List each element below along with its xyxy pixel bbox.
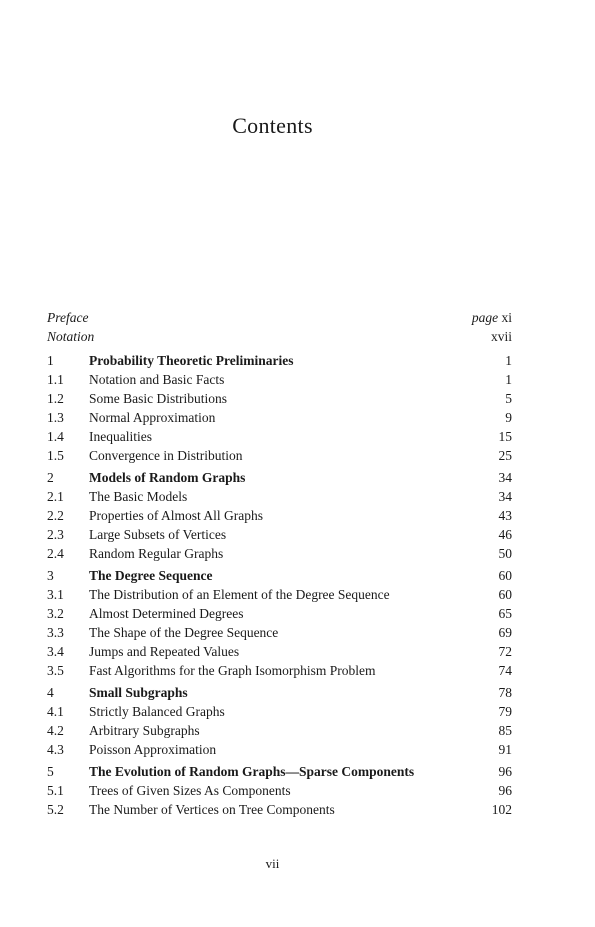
toc-section-page: 9	[505, 410, 512, 425]
toc-chapter-row[interactable]	[47, 762, 512, 781]
toc-section-row[interactable]	[47, 446, 512, 465]
toc-chapter-title: The Degree Sequence	[89, 568, 213, 583]
toc-section-page: 25	[498, 448, 512, 463]
toc-section-number: 3.2	[47, 606, 64, 621]
toc-front-matter-row[interactable]	[47, 308, 512, 327]
toc-section-title: Inequalities	[89, 429, 152, 444]
toc-section-row[interactable]	[47, 506, 512, 525]
toc-section-title: Jumps and Repeated Values	[89, 644, 240, 659]
toc-section-number: 4.1	[47, 704, 64, 719]
toc-section-number: 1.3	[47, 410, 64, 425]
toc-section-number: 4.2	[47, 723, 64, 738]
toc-chapter-row[interactable]	[47, 351, 512, 370]
toc-chapter-row[interactable]	[47, 468, 512, 487]
toc-section-page: 60	[498, 587, 512, 602]
toc-page-value: xi	[501, 310, 512, 325]
toc-section-number: 3.3	[47, 625, 64, 640]
toc-section-row[interactable]	[47, 702, 512, 721]
toc-section-page: 102	[491, 802, 512, 817]
toc-section-title: Poisson Approximation	[89, 742, 217, 757]
toc-entry-page	[491, 327, 512, 346]
toc-section-title: The Distribution of an Element of the Degree Sequence	[89, 587, 390, 602]
toc-section-page: 43	[498, 508, 512, 523]
toc-chapter-page: 78	[498, 685, 512, 700]
toc-entry-title: Preface	[47, 310, 89, 325]
toc-section-page: 74	[498, 663, 512, 678]
toc-section-title: The Shape of the Degree Sequence	[89, 625, 279, 640]
toc-section-title: Random Regular Graphs	[89, 546, 224, 561]
toc-section-page: 72	[498, 644, 512, 659]
page-number: vii	[265, 856, 280, 871]
toc-chapter-title: Small Subgraphs	[89, 685, 188, 700]
toc-section-row[interactable]	[47, 661, 512, 680]
toc-section-page: 5	[505, 391, 512, 406]
toc-section-title: Some Basic Distributions	[89, 391, 227, 406]
toc-chapter-page: 34	[498, 470, 512, 485]
toc-section-page: 65	[498, 606, 512, 621]
toc-section-number: 1.2	[47, 391, 64, 406]
toc-chapter-row[interactable]	[47, 683, 512, 702]
toc-section-row[interactable]	[47, 408, 512, 427]
toc-chapter-number: 5	[47, 764, 54, 779]
toc-section-row[interactable]	[47, 604, 512, 623]
toc-chapter-number: 2	[47, 470, 54, 485]
toc-chapter-page: 96	[498, 764, 512, 779]
toc-section-row[interactable]	[47, 781, 512, 800]
toc-section-row[interactable]	[47, 642, 512, 661]
toc-section-title: Notation and Basic Facts	[89, 372, 225, 387]
toc-section-title: The Basic Models	[89, 489, 188, 504]
toc-section-number: 2.2	[47, 508, 64, 523]
toc-section-number: 4.3	[47, 742, 64, 757]
toc-section-row[interactable]	[47, 370, 512, 389]
toc-section-number: 5.2	[47, 802, 64, 817]
toc-chapter-number: 3	[47, 568, 54, 583]
toc-section-row[interactable]	[47, 427, 512, 446]
toc-section-row[interactable]	[47, 623, 512, 642]
toc-section-number: 3.1	[47, 587, 64, 602]
toc-section-number: 2.3	[47, 527, 64, 542]
toc-section-title: Strictly Balanced Graphs	[89, 704, 225, 719]
toc-section-title: Trees of Given Sizes As Components	[89, 783, 291, 798]
toc-front-matter-row[interactable]	[47, 327, 512, 346]
toc-entry-page	[472, 308, 512, 327]
toc-section-row[interactable]	[47, 585, 512, 604]
toc-section-page: 46	[498, 527, 512, 542]
toc-section-page: 50	[498, 546, 512, 561]
toc-section-page: 96	[498, 783, 512, 798]
toc-section-page: 34	[498, 489, 512, 504]
toc-section-page: 69	[498, 625, 512, 640]
toc-chapter-title: Models of Random Graphs	[89, 470, 246, 485]
toc-section-title: Large Subsets of Vertices	[89, 527, 227, 542]
toc-page-value: xvii	[490, 329, 512, 344]
toc-section-title: Properties of Almost All Graphs	[89, 508, 263, 523]
toc-chapter-title: The Evolution of Random Graphs—Sparse Components	[89, 764, 415, 779]
toc-section-row[interactable]	[47, 544, 512, 563]
toc-section-title: Normal Approximation	[89, 410, 216, 425]
toc-chapter-number: 4	[47, 685, 54, 700]
toc-section-row[interactable]	[47, 740, 512, 759]
toc-section-number: 1.5	[47, 448, 64, 463]
toc-section-number: 1.1	[47, 372, 64, 387]
toc-entry-title: Notation	[47, 329, 95, 344]
toc-section-page: 85	[498, 723, 512, 738]
toc-section-number: 2.4	[47, 546, 64, 561]
toc-section-title: Convergence in Distribution	[89, 448, 243, 463]
toc-section-row[interactable]	[47, 389, 512, 408]
page-title: Contents	[232, 113, 313, 138]
toc-section-title: Almost Determined Degrees	[89, 606, 244, 621]
toc-chapter-page: 60	[498, 568, 512, 583]
toc-section-page: 1	[505, 372, 512, 387]
toc-section-number: 5.1	[47, 783, 64, 798]
toc-chapter-number: 1	[47, 353, 54, 368]
toc-section-number: 2.1	[47, 489, 64, 504]
toc-section-number: 3.4	[47, 644, 64, 659]
toc-chapter-page: 1	[505, 353, 512, 368]
toc-section-row[interactable]	[47, 487, 512, 506]
toc-section-number: 3.5	[47, 663, 64, 678]
toc-section-page: 79	[498, 704, 512, 719]
toc-section-title: Arbitrary Subgraphs	[89, 723, 200, 738]
toc-section-row[interactable]	[47, 721, 512, 740]
toc-section-row[interactable]	[47, 525, 512, 544]
toc-section-page: 91	[498, 742, 512, 757]
toc-section-title: The Number of Vertices on Tree Components	[89, 802, 335, 817]
toc-chapter-row[interactable]	[47, 566, 512, 585]
toc-chapter-title: Probability Theoretic Preliminaries	[89, 353, 294, 368]
table-of-contents	[47, 308, 512, 819]
toc-section-page: 15	[498, 429, 512, 444]
toc-section-number: 1.4	[47, 429, 64, 444]
toc-section-title: Fast Algorithms for the Graph Isomorphism Problem	[89, 663, 376, 678]
toc-page-prefix: page	[471, 310, 499, 325]
toc-section-row[interactable]	[47, 800, 512, 819]
